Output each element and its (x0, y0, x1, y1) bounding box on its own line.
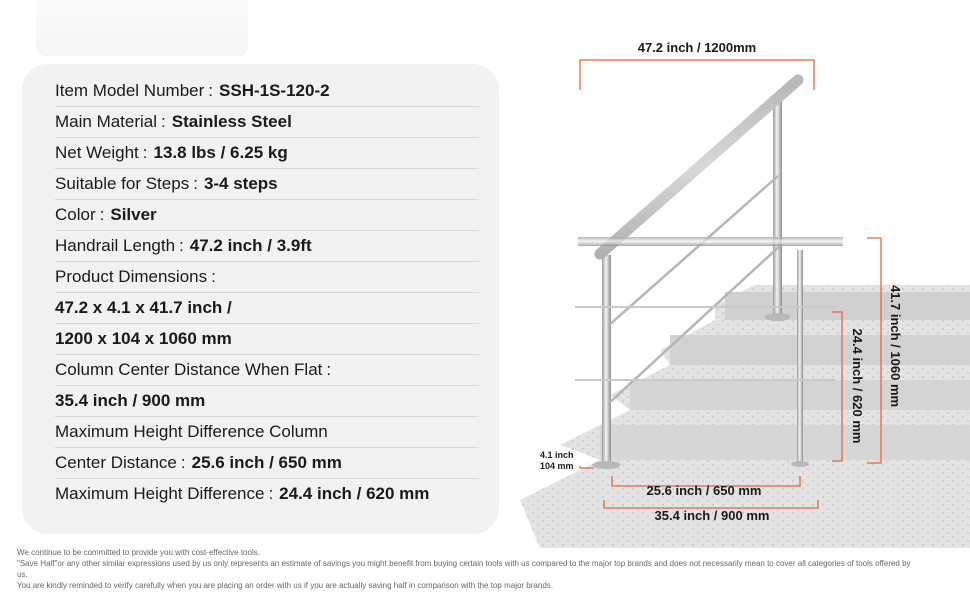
spec-row (55, 200, 479, 231)
disclaimer-line: "Save Half"or any other similar expressions used by us only represents an estimate of savings you might benefit from buying certain tools with us compared to the major top brands and does not necessarily mean to cover all categories of tools offered by us. (17, 559, 911, 579)
spec-row (55, 355, 479, 386)
spec-value: 25.6 inch / 650 mm (191, 453, 342, 472)
spec-label: Net Weight (55, 143, 139, 162)
spec-row (55, 107, 479, 138)
spec-label: Handrail Length (55, 236, 176, 255)
spec-value: 3-4 steps (203, 174, 278, 193)
spec-sep: : (211, 267, 216, 286)
spec-sep: : (179, 236, 184, 255)
dim-base-inch: 4.1 inch (540, 450, 574, 460)
spec-row (55, 169, 479, 200)
spec-sep: : (268, 484, 274, 503)
spec-sep: : (180, 453, 186, 472)
spec-card (22, 64, 499, 534)
dim-column-distance: 25.6 inch / 650 mm (646, 483, 762, 498)
spec-row (55, 138, 479, 169)
handrail-illustration (520, 30, 970, 550)
faded-logo-area (36, 0, 248, 56)
spec-label: Item Model Number (55, 81, 205, 100)
disclaimer-line: We continue to be committed to provide you with cost-effective tools. (17, 548, 260, 557)
spec-row (55, 231, 479, 262)
spec-label: Column Center Distance When Flat (55, 360, 323, 379)
spec-row (55, 76, 479, 107)
spec-sep: : (326, 360, 332, 379)
dim-height-diff: 24.4 inch / 620 mm (850, 328, 865, 444)
spec-row (55, 479, 479, 509)
spec-sep: : (208, 81, 214, 100)
spec-label: Main Material (55, 112, 158, 131)
spec-sep: : (99, 205, 105, 224)
spec-row (55, 386, 479, 417)
spec-sep: : (161, 112, 166, 131)
spec-label: Maximum Height Difference (55, 484, 265, 503)
handrail-diagram (520, 30, 970, 550)
spec-label: Color (55, 205, 96, 224)
spec-label: Suitable for Steps (55, 174, 190, 193)
spec-value: Silver (110, 205, 157, 224)
disclaimer (17, 547, 917, 591)
spec-row (55, 324, 479, 355)
spec-label: Product Dimensions (55, 267, 208, 286)
spec-label: 35.4 inch / 900 mm (55, 391, 206, 410)
spec-row (55, 293, 479, 324)
spec-label: 1200 x 104 x 1060 mm (55, 329, 232, 348)
spec-value: 47.2 inch / 3.9ft (189, 236, 312, 255)
spec-value: 24.4 inch / 620 mm (279, 484, 430, 503)
spec-label: Maximum Height Difference Column (55, 422, 328, 441)
spec-value: 13.8 lbs / 6.25 kg (153, 143, 288, 162)
spec-sep: : (142, 143, 148, 162)
dim-base-mm: 104 mm (540, 461, 574, 471)
spec-value: Stainless Steel (171, 112, 292, 131)
dim-total-height: 41.7 inch / 1060 mm (888, 284, 903, 408)
spec-row (55, 262, 479, 293)
spec-row (55, 417, 479, 448)
dim-flat-distance: 35.4 inch / 900 mm (654, 508, 770, 523)
dim-top-width: 47.2 inch / 1200mm (637, 40, 757, 55)
spec-label: Center Distance (55, 453, 177, 472)
spec-sep: : (193, 174, 198, 193)
spec-value: SSH-1S-120-2 (219, 81, 330, 100)
disclaimer-line: You are kindly reminded to verify carefully when you are placing an order with us if you are actually saving half in comparison with the top major brands. (17, 581, 553, 590)
spec-list (55, 76, 479, 509)
spec-label: 47.2 x 4.1 x 41.7 inch / (55, 298, 232, 317)
spec-row (55, 448, 479, 479)
